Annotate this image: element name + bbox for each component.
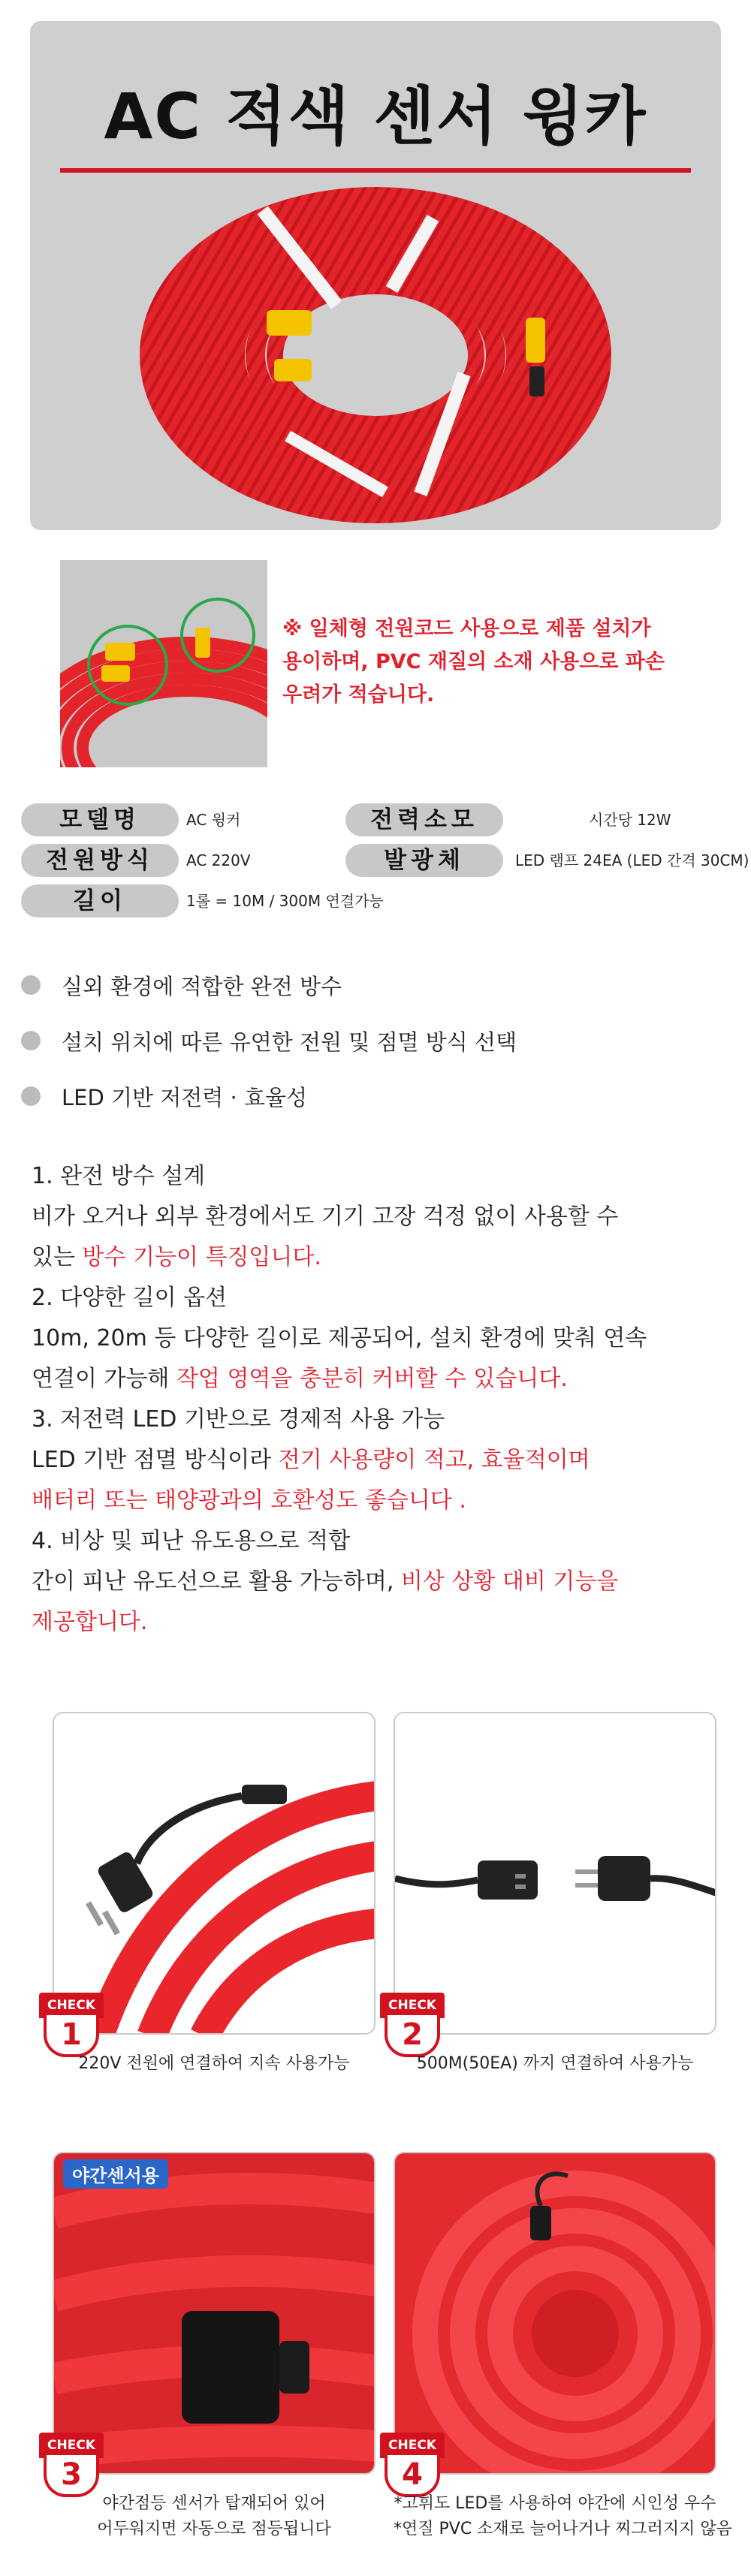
check-card-1 (53, 1712, 376, 2035)
note-line: 용이하며, PVC 재질의 소재 사용으로 파손 (282, 650, 665, 673)
spec-value-emitter: LED 램프 24EA (LED 간격 30CM) (515, 851, 749, 869)
bullet-dot-icon (21, 975, 41, 995)
detail-note (282, 613, 673, 712)
feature-item (21, 970, 342, 1000)
spec-value-source: AC 220V (186, 851, 251, 869)
spec-label-model: 모델명 (21, 803, 179, 836)
bullet-dot-icon (21, 1086, 41, 1106)
note-line: 우려가 적습니다. (282, 683, 435, 707)
feature-item (21, 1081, 307, 1111)
description-line: 2. 다양한 길이 옵션 (32, 1285, 228, 1311)
description-line: 배터리 또는 태양광과의 호환성도 좋습니다 . (32, 1487, 466, 1514)
check-badge-1: CHECK 1 (39, 1993, 111, 2057)
check-caption-1: 220V 전원에 연결하여 지속 사용가능 (78, 2054, 350, 2073)
hero-banner (30, 21, 721, 530)
spec-value-model: AC 윙커 (186, 811, 241, 829)
check-card-2 (394, 1712, 716, 2035)
spec-value-length: 1롤 = 10M / 300M 연결가능 (186, 892, 384, 910)
description-line: LED 기반 점멸 방식이라 전기 사용량이 적고, 효율적이며 (32, 1447, 590, 1473)
check-card-3 (53, 2152, 376, 2475)
spec-label-emitter: 발광체 (345, 844, 503, 877)
check-card-4 (394, 2152, 716, 2475)
feature-text: LED 기반 저전력 · 효율성 (62, 1084, 308, 1110)
check-badge-3: CHECK 3 (39, 2433, 111, 2497)
check-caption-2: 500M(50EA) 까지 연결하여 사용가능 (416, 2054, 694, 2073)
detail-photo (60, 560, 267, 767)
description-line: 있는 방수 기능이 특징입니다. (32, 1244, 321, 1270)
description-line: 비가 오거나 외부 환경에서도 기기 고장 걱정 없이 사용할 수 (32, 1204, 619, 1230)
description-line: 3. 저전력 LED 기반으로 경제적 사용 가능 (32, 1406, 445, 1433)
title-underline (60, 168, 691, 173)
description (32, 1156, 730, 1643)
feature-text: 설치 위치에 따른 유연한 전원 및 점멸 방식 선택 (62, 1029, 517, 1055)
bullet-dot-icon (21, 1031, 41, 1050)
description-line: 4. 비상 및 피난 유도용으로 적합 (32, 1528, 351, 1554)
description-line: 간이 피난 유도선으로 활용 가능하며, 비상 상황 대비 기능을 (32, 1568, 619, 1595)
hose-coil-image (135, 182, 616, 528)
description-line: 연결이 가능해 작업 영역을 충분히 커버할 수 있습니다. (32, 1366, 568, 1392)
description-line: 제공합니다. (32, 1609, 148, 1635)
check-badge-4: CHECK 4 (380, 2433, 452, 2497)
description-line: 10m, 20m 등 다양한 길이로 제공되어, 설치 환경에 맞춰 연속 (32, 1325, 647, 1351)
feature-text: 실외 환경에 적합한 완전 방수 (62, 973, 342, 999)
spec-label-power: 전력소모 (345, 803, 503, 836)
spec-label-length: 길이 (21, 884, 179, 917)
check-badge-2: CHECK 2 (380, 1993, 452, 2057)
feature-item (21, 1026, 517, 1056)
spec-value-power: 시간당 12W (589, 811, 671, 829)
description-line: 1. 완전 방수 설계 (32, 1163, 206, 1189)
hero-title: AC 적색 센서 윙카 (104, 80, 647, 153)
night-sensor-tag: 야간센서용 (63, 2159, 168, 2189)
note-line: ※ 일체형 전원코드 사용으로 제품 설치가 (282, 617, 651, 640)
check-caption-4: *고휘도 LED를 사용하여 야간에 시인성 우수 *연질 PVC 소재로 늘어나거나 찌그러지지 않음 (394, 2494, 732, 2538)
check-caption-3: 야간점등 센서가 탑재되어 있어 어두워지면 자동으로 점등됩니다 (97, 2494, 331, 2538)
spec-label-source: 전원방식 (21, 844, 179, 877)
